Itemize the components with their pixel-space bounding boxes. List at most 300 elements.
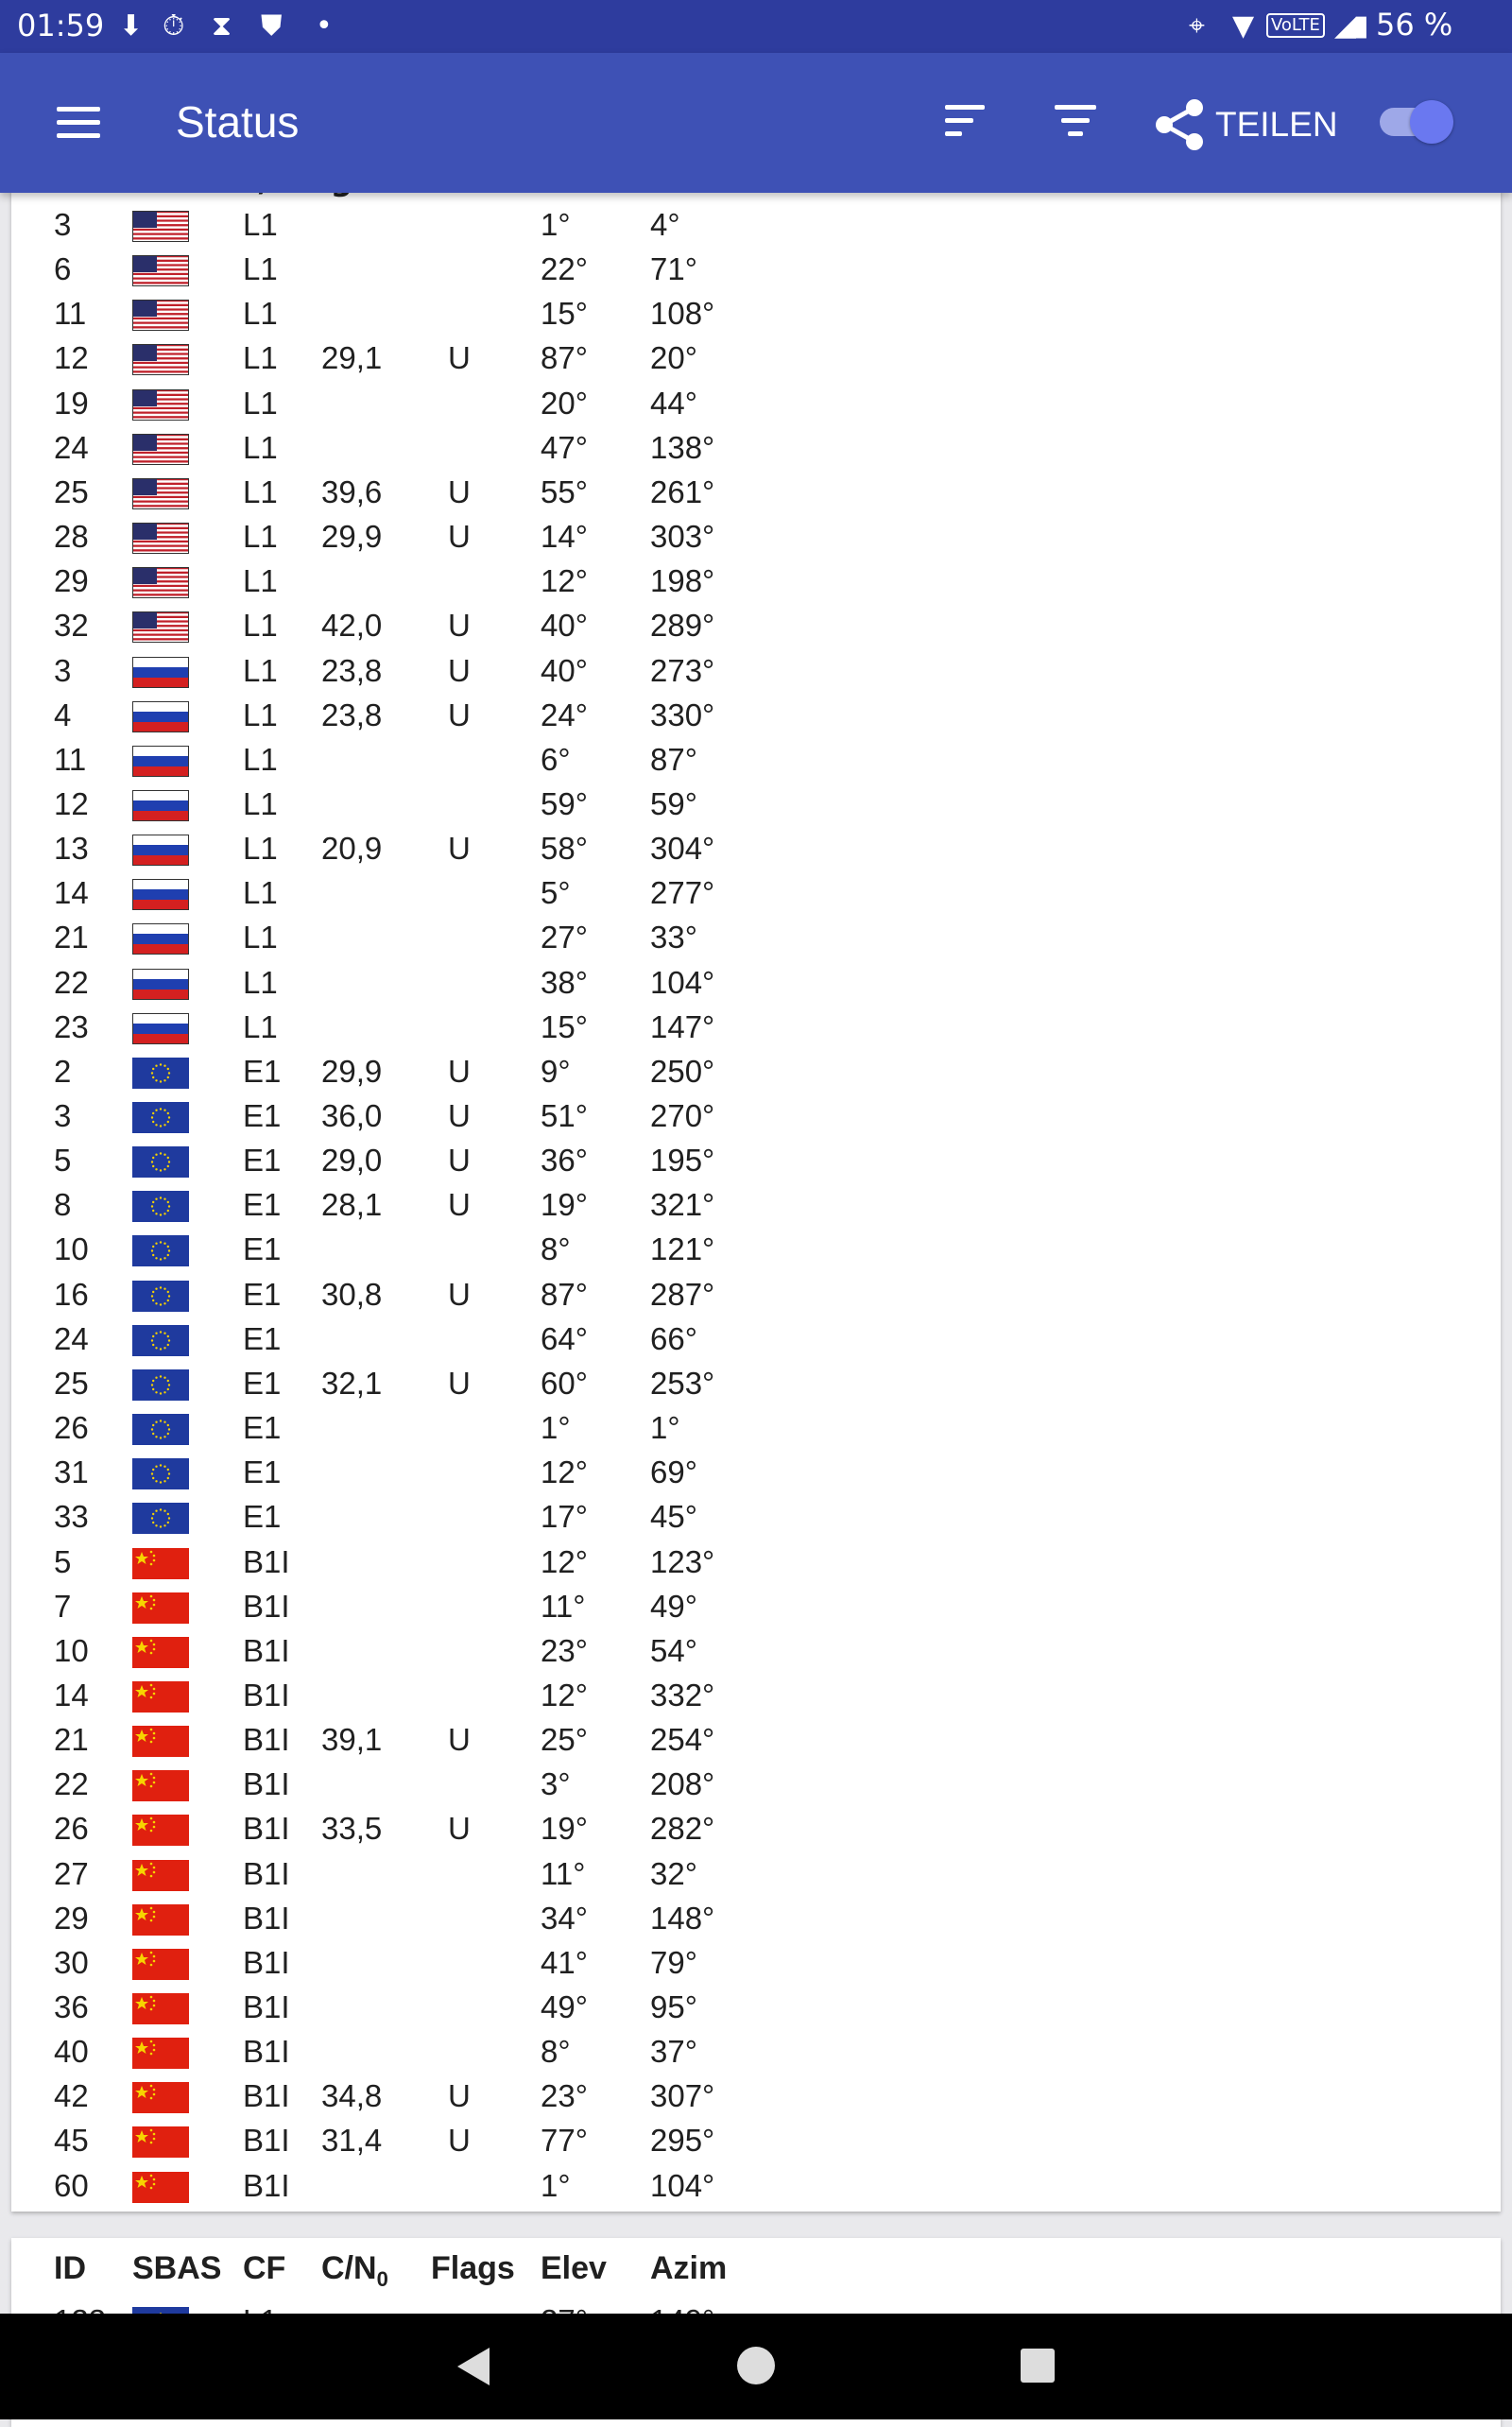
sat-azim: 71° — [650, 251, 697, 287]
sat-flags: U — [448, 519, 471, 555]
sat-elev: 3° — [541, 1766, 571, 1802]
sat-flags: U — [448, 1811, 471, 1847]
sat-flags: U — [448, 652, 471, 688]
hourglass-icon: ⧗ — [212, 9, 232, 43]
flag-us-icon — [132, 610, 189, 641]
sat-elev: 77° — [541, 2123, 588, 2159]
sat-elev: 51° — [541, 1098, 588, 1133]
flag-eu-icon — [132, 1368, 189, 1399]
sat-cn: 39,6 — [321, 473, 383, 509]
sat-cn: 36,0 — [321, 1098, 383, 1133]
sat-azim: 138° — [650, 429, 715, 465]
flag-ru-icon — [132, 967, 189, 998]
sat-id: 36 — [54, 1989, 89, 2024]
sat-cf: L1 — [243, 608, 278, 644]
sat-id: 7 — [54, 1588, 72, 1624]
sat-elev: 6° — [541, 741, 571, 777]
share-button[interactable] — [1153, 95, 1338, 155]
sat-cf: E1 — [243, 1410, 282, 1446]
sat-id: 23 — [54, 1008, 89, 1044]
sat-cf: E1 — [243, 1098, 282, 1133]
battery-percent: 56 % — [1376, 7, 1453, 43]
flag-cn-icon — [132, 1902, 189, 1934]
sat-azim: 95° — [650, 1989, 697, 2024]
flag-us-icon — [132, 476, 189, 508]
table-row[interactable] — [11, 425, 1501, 470]
sat-azim: 104° — [650, 964, 715, 1000]
sat-flags: U — [448, 1053, 471, 1089]
sat-elev: 60° — [541, 1365, 588, 1401]
sat-elev: 40° — [541, 652, 588, 688]
sat-cf: L1 — [243, 473, 278, 509]
sat-azim: 121° — [650, 1231, 715, 1267]
sat-cf: B1I — [243, 1543, 290, 1579]
sat-elev: 11° — [541, 1588, 586, 1624]
sat-cf: E1 — [243, 1320, 282, 1356]
sat-flags: U — [448, 1098, 471, 1133]
flag-us-icon — [132, 253, 189, 284]
sat-id: 29 — [54, 563, 89, 599]
sat-azim: 87° — [650, 741, 697, 777]
table-row[interactable] — [11, 693, 1501, 737]
sat-cn: 29,9 — [321, 519, 383, 555]
flag-cn-icon — [132, 1679, 189, 1711]
sat-elev: 19° — [541, 1811, 588, 1847]
sat-flags: U — [448, 1187, 471, 1223]
flag-cn-icon — [132, 1858, 189, 1889]
table-row[interactable] — [11, 1450, 1501, 1494]
table-row[interactable] — [11, 1985, 1501, 2029]
volte-badge: VoLTE — [1266, 13, 1325, 38]
flag-ru-icon — [132, 699, 189, 731]
sat-id: 3 — [54, 652, 72, 688]
sat-id: 13 — [54, 831, 89, 867]
sat-elev: 40° — [541, 608, 588, 644]
flag-cn-icon — [132, 2125, 189, 2156]
sat-elev: 87° — [541, 340, 588, 376]
table-row[interactable] — [11, 1584, 1501, 1628]
table-row[interactable] — [11, 559, 1501, 603]
sat-id: 12 — [54, 340, 89, 376]
sat-cf: L1 — [243, 429, 278, 465]
sat-cf: L1 — [243, 875, 278, 911]
sat-cf: L1 — [243, 563, 278, 599]
sat-azim: 148° — [650, 1900, 715, 1936]
sat-id: 25 — [54, 473, 89, 509]
flag-cn-icon — [132, 1768, 189, 1799]
sat-id: 10 — [54, 1231, 89, 1267]
sat-elev: 36° — [541, 1143, 588, 1179]
sat-id: 10 — [54, 1632, 89, 1668]
flag-cn-icon — [132, 1947, 189, 1978]
sat-azim: 108° — [650, 296, 715, 332]
sat-cf: L1 — [243, 296, 278, 332]
table-row[interactable] — [11, 1093, 1501, 1138]
menu-icon[interactable] — [57, 107, 100, 139]
sat-azim: 44° — [650, 385, 697, 421]
sat-id: 28 — [54, 519, 89, 555]
table-row[interactable] — [11, 826, 1501, 870]
sat-cn: 30,8 — [321, 1276, 383, 1312]
sat-azim: 69° — [650, 1454, 697, 1490]
sat-cf: E1 — [243, 1365, 282, 1401]
sat-elev: 15° — [541, 296, 588, 332]
table-row[interactable] — [11, 960, 1501, 1005]
sat-azim: 304° — [650, 831, 715, 867]
flag-cn-icon — [132, 1635, 189, 1666]
sat-cf: E1 — [243, 1499, 282, 1535]
sat-azim: 250° — [650, 1053, 715, 1089]
flag-eu-icon — [132, 1501, 189, 1532]
table-row[interactable] — [11, 1182, 1501, 1227]
table-row[interactable] — [11, 2029, 1501, 2074]
sat-elev: 58° — [541, 831, 588, 867]
sat-flags: U — [448, 1276, 471, 1312]
table-row[interactable] — [11, 648, 1501, 693]
sat-id: 26 — [54, 1410, 89, 1446]
sat-azim: 330° — [650, 697, 715, 732]
battery-icon: ▮ — [1353, 9, 1369, 43]
sat-elev: 38° — [541, 964, 588, 1000]
sat-azim: 295° — [650, 2123, 715, 2159]
sat-elev: 1° — [541, 207, 571, 242]
sat-azim: 20° — [650, 340, 697, 376]
sat-id: 27 — [54, 1855, 89, 1891]
table-row[interactable] — [11, 247, 1501, 291]
sat-cn: 32,1 — [321, 1365, 383, 1401]
sat-flags: U — [448, 697, 471, 732]
toggle-switch[interactable] — [1380, 100, 1455, 142]
sat-elev: 49° — [541, 1989, 588, 2024]
flag-cn-icon — [132, 2080, 189, 2111]
share-icon — [1153, 96, 1206, 153]
sat-cn: 29,9 — [321, 1053, 383, 1089]
sat-id: 32 — [54, 608, 89, 644]
sat-cf: B1I — [243, 1588, 290, 1624]
flag-cn-icon — [132, 1591, 189, 1622]
sat-id: 30 — [54, 1944, 89, 1980]
sat-id: 11 — [54, 296, 87, 332]
sat-id: 14 — [54, 1677, 89, 1713]
sat-azim: 4° — [650, 207, 680, 242]
sat-azim: 32° — [650, 1855, 697, 1891]
sat-elev: 55° — [541, 473, 588, 509]
sat-cn: 28,1 — [321, 1187, 383, 1223]
table-row[interactable] — [11, 1762, 1501, 1806]
dot-icon: • — [316, 9, 333, 43]
sat-id: 33 — [54, 1499, 89, 1535]
sat-elev: 12° — [541, 1454, 588, 1490]
sat-elev: 23° — [541, 2078, 588, 2114]
sat-elev: 27° — [541, 920, 588, 955]
sat-elev: 64° — [541, 1320, 588, 1356]
sat-azim: 33° — [650, 920, 697, 955]
sat-cf: B1I — [243, 1989, 290, 2024]
sat-azim: 37° — [650, 2034, 697, 2070]
sat-elev: 1° — [541, 2167, 571, 2203]
sat-azim: 253° — [650, 1365, 715, 1401]
table-row[interactable] — [11, 1896, 1501, 1940]
sat-id: 26 — [54, 1811, 89, 1847]
sat-id: 5 — [54, 1143, 72, 1179]
table-row[interactable] — [11, 1540, 1501, 1584]
sat-elev: 15° — [541, 1008, 588, 1044]
table-row[interactable] — [11, 1272, 1501, 1317]
flag-us-icon — [132, 521, 189, 552]
table-row[interactable] — [11, 1138, 1501, 1182]
sat-cf: L1 — [243, 697, 278, 732]
sat-azim: 147° — [650, 1008, 715, 1044]
sat-elev: 59° — [541, 785, 588, 821]
sat-azim: 59° — [650, 785, 697, 821]
sat-id: 22 — [54, 1766, 89, 1802]
sat-cn: 34,8 — [321, 2078, 383, 2114]
sat-cf: L1 — [243, 652, 278, 688]
table-row[interactable] — [11, 2163, 1501, 2208]
sat-cn: 23,8 — [321, 697, 383, 732]
table-row[interactable] — [11, 1049, 1501, 1093]
sat-cf: E1 — [243, 1276, 282, 1312]
app-bar — [0, 53, 1512, 193]
sat-id: 42 — [54, 2078, 89, 2114]
sat-azim: 54° — [650, 1632, 697, 1668]
flag-eu-icon — [132, 1056, 189, 1087]
table-row[interactable] — [11, 1806, 1501, 1850]
flag-ru-icon — [132, 921, 189, 953]
sat-cn: 29,1 — [321, 340, 383, 376]
sat-id: 11 — [54, 741, 87, 777]
table-row[interactable] — [11, 1717, 1501, 1762]
table-row[interactable] — [11, 1005, 1501, 1049]
sat-id: 21 — [54, 1722, 89, 1758]
sat-azim: 254° — [650, 1722, 715, 1758]
sat-cf: B1I — [243, 2167, 290, 2203]
sat-azim: 303° — [650, 519, 715, 555]
sat-cf: E1 — [243, 1231, 282, 1267]
sat-id: 29 — [54, 1900, 89, 1936]
sat-flags: U — [448, 2123, 471, 2159]
recents-icon[interactable] — [1021, 2349, 1055, 2383]
sat-flags: U — [448, 2078, 471, 2114]
sat-cf: L1 — [243, 385, 278, 421]
sat-cf: L1 — [243, 519, 278, 555]
flag-us-icon — [132, 565, 189, 596]
sat-id: 19 — [54, 385, 89, 421]
sat-id: 31 — [54, 1454, 89, 1490]
flag-ru-icon — [132, 877, 189, 908]
sat-flags: U — [448, 1365, 471, 1401]
flag-us-icon — [132, 432, 189, 463]
sat-azim: 282° — [650, 1811, 715, 1847]
col-header-cn: $C/N_0$ — [321, 2250, 388, 2291]
home-icon[interactable] — [737, 2347, 775, 2384]
sat-id: 24 — [54, 1320, 89, 1356]
sat-cf: L1 — [243, 920, 278, 955]
flag-cn-icon — [132, 1813, 189, 1844]
sat-cn: 20,9 — [321, 831, 383, 867]
sat-azim: 270° — [650, 1098, 715, 1133]
table-row[interactable] — [11, 1227, 1501, 1271]
table-row[interactable] — [11, 603, 1501, 647]
sat-elev: 23° — [541, 1632, 588, 1668]
sat-id: 3 — [54, 207, 72, 242]
flag-us-icon — [132, 342, 189, 373]
sat-id: 4 — [54, 697, 72, 732]
table-row[interactable] — [11, 1317, 1501, 1361]
flag-us-icon — [132, 387, 189, 419]
sat-azim: 195° — [650, 1143, 715, 1179]
flag-eu-icon — [132, 1456, 189, 1488]
sat-cf: L1 — [243, 785, 278, 821]
sat-azim: 287° — [650, 1276, 715, 1312]
sat-id: 60 — [54, 2167, 89, 2203]
sat-azim: 277° — [650, 875, 715, 911]
signal-icon: ◢ — [1334, 9, 1357, 43]
sat-flags: U — [448, 340, 471, 376]
sat-cf: B1I — [243, 2123, 290, 2159]
table-row[interactable] — [11, 737, 1501, 782]
table-row[interactable] — [11, 870, 1501, 915]
table-row[interactable] — [11, 381, 1501, 425]
sat-azim: 321° — [650, 1187, 715, 1223]
table-row[interactable] — [11, 1940, 1501, 1985]
flag-ru-icon — [132, 1011, 189, 1042]
table-row[interactable] — [11, 336, 1501, 380]
sat-elev: 47° — [541, 429, 588, 465]
sat-id: 21 — [54, 920, 89, 955]
sat-cn: 39,1 — [321, 1722, 383, 1758]
sat-cf: B1I — [243, 1766, 290, 1802]
table-row[interactable] — [11, 1673, 1501, 1717]
sat-azim: 45° — [650, 1499, 697, 1535]
sat-flags: U — [448, 831, 471, 867]
sat-elev: 17° — [541, 1499, 588, 1535]
sat-id: 5 — [54, 1543, 72, 1579]
sat-flags: U — [448, 1143, 471, 1179]
sat-cf: L1 — [243, 207, 278, 242]
flag-eu-icon — [132, 1145, 189, 1176]
flag-eu-icon — [132, 1233, 189, 1265]
table-row[interactable] — [11, 915, 1501, 959]
sat-cf: L1 — [243, 340, 278, 376]
sort-icon[interactable] — [945, 105, 994, 143]
table-row[interactable] — [11, 1628, 1501, 1673]
sat-id: 14 — [54, 875, 89, 911]
flag-us-icon — [132, 298, 189, 329]
flag-eu-icon — [132, 1412, 189, 1443]
flag-eu-icon — [132, 1323, 189, 1354]
flag-eu-icon — [132, 1279, 189, 1310]
table-row[interactable] — [11, 514, 1501, 559]
table-row[interactable] — [11, 1361, 1501, 1405]
sat-flags: U — [448, 473, 471, 509]
sat-cf: L1 — [243, 251, 278, 287]
flag-cn-icon — [132, 1546, 189, 1577]
sat-elev: 25° — [541, 1722, 588, 1758]
sat-azim: 273° — [650, 652, 715, 688]
flag-ru-icon — [132, 655, 189, 686]
sat-cn: 33,5 — [321, 1811, 383, 1847]
sat-cn: 31,4 — [321, 2123, 383, 2159]
page-title: Status — [176, 97, 300, 146]
sat-id: 8 — [54, 1187, 72, 1223]
sat-cf: E1 — [243, 1454, 282, 1490]
sat-azim: 49° — [650, 1588, 697, 1624]
sat-cf: B1I — [243, 1632, 290, 1668]
table-row[interactable] — [11, 1851, 1501, 1896]
col-header-azim: Azim — [650, 2250, 728, 2286]
sat-azim: 123° — [650, 1543, 715, 1579]
sat-cf: E1 — [243, 1143, 282, 1179]
sat-cf: B1I — [243, 1677, 290, 1713]
table-row[interactable] — [11, 202, 1501, 247]
sat-cf: B1I — [243, 1811, 290, 1847]
sat-cf: E1 — [243, 1187, 282, 1223]
download-icon: ⬇ — [119, 9, 144, 43]
sat-elev: 24° — [541, 697, 588, 732]
col-header-id: ID — [54, 2250, 86, 2286]
table-row[interactable] — [11, 291, 1501, 336]
sat-id: 25 — [54, 1365, 89, 1401]
sat-cf: L1 — [243, 964, 278, 1000]
flag-us-icon — [132, 209, 189, 240]
sat-cf: B1I — [243, 2078, 290, 2114]
sat-azim: 208° — [650, 1766, 715, 1802]
sat-cf: B1I — [243, 1855, 290, 1891]
shield-icon: ⛊ — [261, 9, 283, 43]
flag-cn-icon — [132, 2036, 189, 2067]
sat-elev: 20° — [541, 385, 588, 421]
sat-elev: 22° — [541, 251, 588, 287]
gnss-satellite-table — [11, 189, 1501, 2212]
sat-elev: 8° — [541, 2034, 571, 2070]
sat-elev: 34° — [541, 1900, 588, 1936]
table-row[interactable] — [11, 1494, 1501, 1539]
flag-cn-icon — [132, 1724, 189, 1755]
sat-id: 45 — [54, 2123, 89, 2159]
table-row[interactable] — [11, 2118, 1501, 2162]
sat-cf: B1I — [243, 2034, 290, 2070]
sat-cf: E1 — [243, 1053, 282, 1089]
sat-azim: 261° — [650, 473, 715, 509]
sat-elev: 87° — [541, 1276, 588, 1312]
sat-cf: L1 — [243, 741, 278, 777]
status-time: 01:59 — [17, 8, 105, 43]
sat-azim: 79° — [650, 1944, 697, 1980]
table-row[interactable] — [11, 2074, 1501, 2118]
sat-azim: 1° — [650, 1410, 680, 1446]
sat-azim: 332° — [650, 1677, 715, 1713]
sat-azim: 307° — [650, 2078, 715, 2114]
col-header-flags: Flags — [431, 2250, 515, 2286]
navigation-bar — [0, 2314, 1512, 2419]
table-row[interactable] — [11, 470, 1501, 514]
sat-cf: B1I — [243, 1722, 290, 1758]
sat-azim: 198° — [650, 563, 715, 599]
sat-azim: 289° — [650, 608, 715, 644]
status-bar — [0, 0, 1512, 53]
table-row[interactable] — [11, 1405, 1501, 1450]
sat-elev: 1° — [541, 1410, 571, 1446]
sat-id: 40 — [54, 2034, 89, 2070]
filter-icon[interactable] — [1051, 105, 1100, 143]
sat-flags: U — [448, 1722, 471, 1758]
flag-eu-icon — [132, 1100, 189, 1131]
table-row[interactable] — [11, 782, 1501, 826]
sat-elev: 12° — [541, 1543, 588, 1579]
back-icon[interactable] — [457, 2348, 490, 2385]
col-header-elev: Elev — [541, 2250, 607, 2286]
